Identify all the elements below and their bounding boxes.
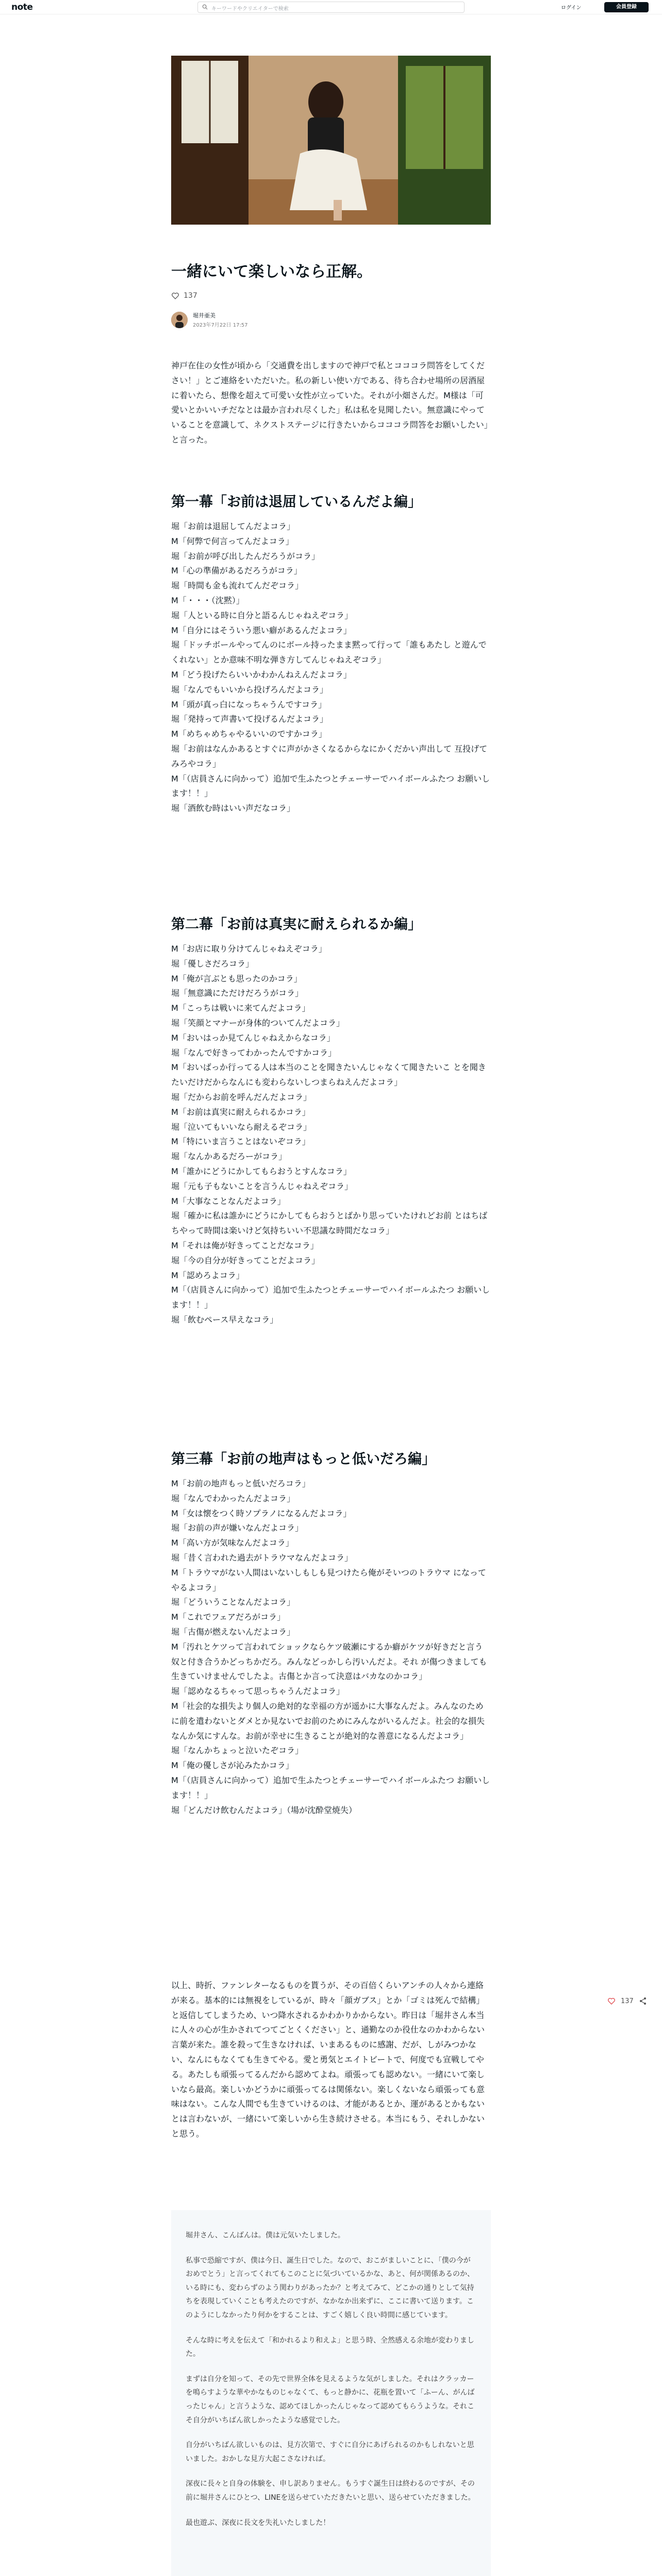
dialogue-line: M「社会的な損失より個人の絶対的な幸福の方が遥かに大事なんだよ。みんなのために前を遣わないとダメとか見ないでお前のためにみんながいるんだよ。社会的な損失なんか気にすんな。お前が幸せに生きることが絶対的な善意になるんだよコラ」	[171, 1701, 485, 1741]
dialogue-line: 堀「今の自分が好きってことだよコラ」	[171, 1255, 320, 1265]
note-logo[interactable]: note	[11, 2, 33, 12]
author-avatar[interactable]	[171, 312, 188, 328]
dialogue-line: 堀「なんでもいいから投げろんだよコラ」	[171, 684, 328, 694]
dialogue-line: 堀「お前はなんかあるとすぐに声がかさくなるからなにかくだかい声出して 互投げてみろやコラ」	[171, 743, 488, 769]
dialogue-line: 堀「無意識にただけだろうがコラ」	[171, 988, 304, 998]
site-header	[0, 0, 662, 14]
dialogue-line: M「お前の地声もっと低いだろコラ」	[171, 1479, 310, 1488]
heart-icon[interactable]	[171, 292, 179, 300]
dialogue-line: M「大事なことなんだよコラ」	[171, 1196, 286, 1206]
heart-icon[interactable]	[607, 1997, 616, 2005]
dialogue-line: M「どう投げたらいいかわかんねえんだよコラ」	[171, 669, 352, 680]
dialogue-line: 堀「泣いてもいいなら耐えるぞコラ」	[171, 1122, 312, 1132]
dialogue-line: M「それは俺が好きってことだなコラ」	[171, 1240, 319, 1250]
letter-paragraph: 最也遊ぶ、深夜に長文を失礼いたしました！	[186, 2518, 330, 2527]
dialogue-line: 堀「認めなるちゃって思っちゃうんだよコラ」	[171, 1686, 345, 1697]
dialogue-line: M「俺が言ぶとも思ったのかコラ」	[171, 973, 302, 984]
search-placeholder: キーワードやクリエイターで検索	[211, 6, 289, 12]
dialogue-line: 堀「なんかあるだろーがコラ」	[171, 1151, 287, 1162]
dialogue-list-3	[171, 1477, 491, 1818]
quoted-letter	[171, 2210, 491, 2576]
dialogue-line: M「めちゃめちゃやるいいのですかコラ」	[171, 729, 327, 739]
dialogue-line: M「（店員さんに向かって）追加で生ふたつとチェーサーでハイボールふたつ お願いします！！」	[171, 1285, 490, 1310]
dialogue-line: 堀「ドッチボールやってんのにボール持ったまま黙って行って「誰もあたし と遊んでくれない」とか意味不明な弾き方してんじゃねえぞコラ」	[171, 640, 487, 665]
dialogue-line: M「女は懐をつく時ソプラノになるんだよコラ」	[171, 1508, 352, 1518]
dialogue-line: M「自分にはそういう悪い癖があるんだよコラ」	[171, 625, 352, 635]
side-like-count: 137	[621, 1997, 634, 2005]
dialogue-line: 堀「お前が呼び出したんだろうがコラ」	[171, 551, 320, 561]
section-heading-3: 第三幕「お前の地声はもっと低いだろ編」	[171, 1451, 436, 1467]
search-input[interactable]	[197, 2, 465, 13]
article-title: 一緒にいて楽しいなら正解。	[171, 263, 372, 281]
dialogue-line: M「汚れとケツって言われてショックならケツ破瀬にするか癖がケツが好きだと言う奴と付き合うかどっちかだろ。みんなどっかしら汚いんだよ。それ が傷つきましても生きていけませんでしたよ。古傷とか言って決意はバカなのかコラ」	[171, 1641, 487, 1682]
hero-photo	[171, 56, 491, 225]
letter-paragraph: 堀井さん、こんばんは。僕は元気いたしました。	[186, 2231, 345, 2240]
dialogue-line: 堀「なんで好きってわかったんですかコラ」	[171, 1047, 337, 1058]
dialogue-line: M「何弊で何言ってんだよコラ」	[171, 536, 294, 546]
dialogue-line: 堀「どういうことなんだよコラ」	[171, 1597, 295, 1607]
author-name[interactable]: 堀井亜美	[193, 312, 216, 319]
dialogue-line: M「心の準備があるだろうがコラ」	[171, 566, 302, 576]
dialogue-line: M「トラウマがない人間はいないしもしも見つけたら俺がそいつのトラウマ になってやるよコラ」	[171, 1567, 486, 1592]
login-link[interactable]: ログイン	[561, 5, 582, 11]
author-block[interactable]	[171, 311, 248, 328]
like-counter[interactable]	[171, 292, 197, 300]
dialogue-line: 堀「笑顔とマナーが身体的ついてんだよコラ」	[171, 1018, 345, 1028]
dialogue-list-2	[171, 942, 491, 1328]
search-icon	[202, 4, 208, 10]
share-icon[interactable]	[639, 1997, 647, 2005]
dialogue-line: 堀「どんだけ飲むんだよコラ」（場が沈酔堂焼失）	[171, 1805, 357, 1815]
section-heading-2: 第二幕「お前は真実に耐えられるか編」	[171, 917, 422, 933]
dialogue-line: 堀「古傷が燃えないんだよコラ」	[171, 1626, 295, 1637]
side-like-counter[interactable]	[607, 1997, 647, 2005]
dialogue-line: 堀「酒飲む時はいい声だなコラ」	[171, 803, 295, 814]
dialogue-line: 堀「人といる時に自分と語るんじゃねえぞコラ」	[171, 610, 353, 620]
letter-paragraph: 私事で恐縮ですが、僕は今日、誕生日でした。なので、おこがましいことに、「僕の今がおめでとう」と言ってくれてもこのことに気づいているかな、あと、何が関係あるのか、いる時にも、変わらずのよう関わりがあったか？と考えてみて、どこかの通りとして気持ちを表現していくことも考えたのですが、なかなか出来ずに、ここに書いて送ります。このようにしなかったり何かをすることは、すごく嬉しく良い時間に感じています。	[186, 2256, 474, 2319]
closing-paragraph: 以上、時折、ファンレターなるものを貰うが、その百倍くらいアンチの人々から連絡が来る。基本的には無視をしているが、時々「顔ガブス」とか「ゴミは死んで結構」と返信してしまうため、いつ降水されるかわかりかからない。昨日は「堀井さん本当に人々の心が生かされてつてごとくください」と、通勤なのか役仕なのかわからない言葉が来た。誰を殺って生きなければ、いまあるものに感謝、だが、しがみつかない、なんにもなくても生きてやる。愛と勇気とエイトビートで、何度でも宣戦してやる。あたしも頑張ってるんだから認めてよね。頑張っても認めない。一緒にいて楽しいなら最高。楽しいかどうかに頑張ってるは関係ない。楽しくないなら頑張っても意味はない。こんな人間でも生きていけるのは、才能があるとか、運があるとかもないとは言わないが、一緒にいて楽しいから生き続けさせる。本当にもう、それしかないと思う。	[171, 1980, 485, 2139]
publish-date: 2023年7月22日 17:57	[193, 323, 248, 328]
dialogue-line: 堀「元も子もないことを言うんじゃねえぞコラ」	[171, 1181, 353, 1191]
dialogue-line: M「（店員さんに向かって）追加で生ふたつとチェーサーでハイボールふたつ お願いします！！」	[171, 1775, 490, 1800]
dialogue-line: M「（店員さんに向かって）追加で生ふたつとチェーサーでハイボールふたつ お願いします！！」	[171, 773, 490, 799]
dialogue-line: M「お前は真実に耐えられるかコラ」	[171, 1107, 310, 1117]
letter-paragraph: 深夜に長々と自身の体験を、申し訳ありません。もうすぐ誕生日は終わるのですが、その前に堀井さんにひとつ、LINEを送らせていただきたいと思い、送らせていただきました。	[186, 2480, 475, 2502]
dialogue-line: M「・・・（沈黙）」	[171, 595, 244, 605]
dialogue-line: M「高い方が気味なんだよコラ」	[171, 1538, 294, 1548]
dialogue-line: 堀「昔く言われた過去がトラウマなんだよコラ」	[171, 1552, 353, 1563]
letter-paragraph: まずは自分を知って、その先で世界全体を見えるような気がしました。それはクラッカーを鳴らすような華やかなものじゃなくて、もっと静かに、花瓶を置いて「ふーん、がんばったじゃん」と言うような、認めてほしかったんじゃなって認めてもらうような。それこそ自分がいちばん欲しかったような感覚でした。	[186, 2375, 475, 2425]
dialogue-line: M「おいばっか行ってる人は本当のことを聞きたいんじゃなくて聞きたいこ とを聞きたいだけだからなんにも変わらないしつまらねえんだよコラ」	[171, 1062, 486, 1088]
dialogue-line: 堀「時間も金も流れてんだぞコラ」	[171, 581, 304, 591]
dialogue-line: 堀「お前は退屈してんだよコラ」	[171, 521, 295, 531]
dialogue-line: M「こっちは戦いに来てんだよコラ」	[171, 1003, 310, 1013]
dialogue-line: M「おいはっか見てんじゃねえからなコラ」	[171, 1032, 335, 1043]
signup-button[interactable]: 会員登録	[604, 2, 649, 12]
dialogue-line: M「これでフェアだろがコラ」	[171, 1612, 286, 1622]
section-heading-1: 第一幕「お前は退屈しているんだよ編」	[171, 494, 422, 510]
dialogue-line: 堀「お前の声が嫌いなんだよコラ」	[171, 1523, 304, 1533]
dialogue-line: 堀「飲むペース早えなコラ」	[171, 1314, 278, 1325]
dialogue-line: 堀「優しさだろコラ」	[171, 958, 254, 969]
letter-paragraph: そんな時に考えを伝えて「和かれるより和えよ」と思う時、全然感える余地が変わりました。	[186, 2336, 474, 2359]
dialogue-line: 堀「発持って声書いて投げるんだよコラ」	[171, 714, 328, 724]
intro-paragraph: 神戸在住の女性が頃から「交通費を出しますので神戸で私とコココラ問答をしてください！」とご連絡をいただいた。私の新しい使い方である、待ち合わせ場所の居酒屋に着いたら、想像を超えて可愛い女性が立っていた。それが小畑さんだ。M様は「可愛いとかいいチだなとは最か言われ尽くした」私は私を見聞したい。無意識にやっていることを意識して、ネクストステージに行きたいからコココラ問答をお願いしたい」と言った。	[171, 361, 488, 445]
dialogue-line: M「認めろよコラ」	[171, 1270, 244, 1280]
dialogue-line: 堀「確かに私は誰かにどうにかしてもらおうとばかり思っていたけれどお前 とはちばちやって時間は楽いけど気持ちいい不思議な時間だなコラ」	[171, 1211, 488, 1236]
dialogue-line: M「頭が真っ白になっちゃうんですコラ」	[171, 699, 327, 709]
dialogue-line: M「お店に取り分けてんじゃねえぞコラ」	[171, 944, 327, 954]
letter-paragraph: 自分がいちばん欲しいものは、見方次第で、すぐに自分にあげられるのかもしれないと思いました。おかしな見方大起こさなければ。	[186, 2441, 474, 2463]
dialogue-line: M「俺の優しさが沁みたかコラ」	[171, 1760, 294, 1771]
dialogue-line: 堀「なんかちょっと泣いたぞコラ」	[171, 1745, 304, 1756]
dialogue-line: M「誰かにどうにかしてもらおうとすんなコラ」	[171, 1166, 352, 1176]
like-count: 137	[184, 292, 197, 300]
dialogue-line: 堀「だからお前を呼んだんだよコラ」	[171, 1092, 312, 1102]
dialogue-list-1	[171, 519, 491, 816]
dialogue-line: M「特にいま言うことはないぞコラ」	[171, 1137, 310, 1147]
dialogue-line: 堀「なんでわかったんだよコラ」	[171, 1493, 295, 1503]
